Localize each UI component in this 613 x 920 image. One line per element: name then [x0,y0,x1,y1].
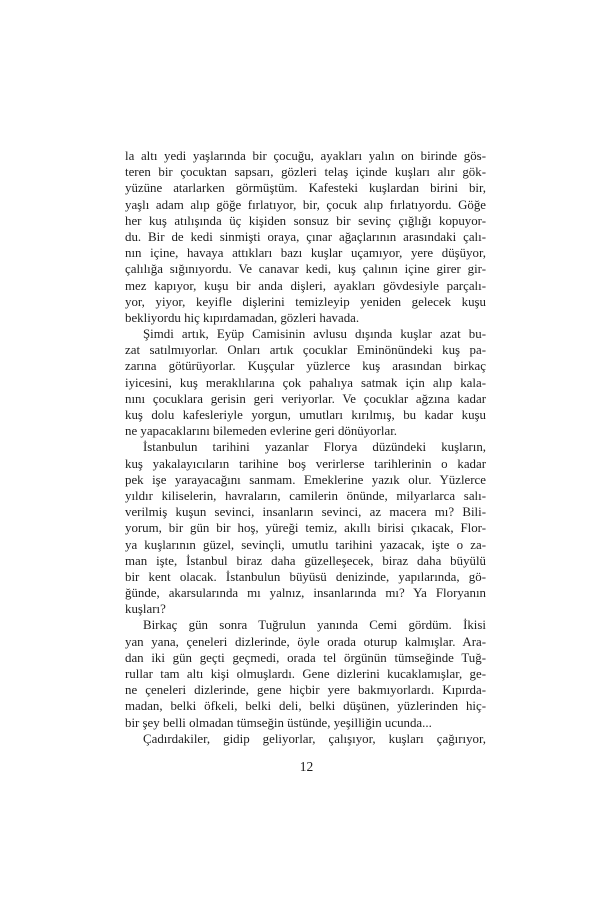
paragraph [125,326,486,439]
text-line: bekliyordu hiç kıpırdamadan, gözleri havada. [125,310,360,325]
text-line: yor, yiyor, keyifle dişlerini temizleyip yeniden gelecek kuşu [125,294,486,309]
text-line: verilmiş kuşun sevinci, insanların sevinci, az macera mı? Bili- [125,505,486,520]
text-line: kuşları? [125,602,166,617]
text-line: ğünde, akarsularında mı yalnız, insanlarında mı? Ya Floryanın [125,586,486,601]
text-line: nını çocuklara gerisin geri veriyorlar. Ve çocuklar ağzına kadar [125,391,486,406]
text-line: rullar tam altı kişi olmuşlardı. Gene dizlerini kucaklamışlar, ge- [125,667,486,681]
paragraph [125,617,486,730]
text-line: mez kapıyor, kuşu bir anda dişleri, ayakları gövdesiyle parçalı- [125,278,486,293]
body-text [125,148,486,747]
text-line: çalılığa sığınıyordu. Ve canavar kedi, kuş çalının içine girer gir- [125,262,486,277]
text-line: Çadırdakiler, gidip geliyorlar, çalışıyor, kuşları çağırıyor, [143,731,486,746]
text-line: kuş yakalayıcıların tarihine boş verirlerse tarihlerinin o kadar [125,456,486,471]
text-line: iyicesini, kuş meraklılarına çok pahalıya satmak için alıp kala- [125,375,486,390]
page-number: 12 [299,759,314,774]
paragraph [125,731,486,747]
text-line: yüzüne atarlarken görmüştüm. Kafesteki kuşlardan birini bir, [125,181,486,196]
text-line: kuş dolu kafesleriyle yorgun, umutları kırılmış, bu kadar kuşu [125,408,486,422]
text-line: ne yapacaklarını bilemeden evlerine geri dönüyorlar. [125,424,398,439]
text-line: yaşlı adam alıp göğe fırlatıyor, bir, çocuk alıp fırlatıyordu. Göğe [125,197,486,212]
text-line: yıldır kiliselerin, havraların, camilerin önünde, milyarlarca salı- [125,488,486,503]
text-line: yorum, bir gün bir hoş, yüreği temiz, akıllı birisi çıkacak, Flor- [125,521,486,536]
text-line: madan, belki öfkeli, belki deli, belki düşünen, yüzlerinden hiç- [125,699,486,714]
text-line: her kuş atılışında üç kişiden sonsuz bir sevinç çığlığı kopuyor- [125,213,486,228]
text-line: zarına götürüyorlar. Kuşçular yüzlerce kuş arasından birkaç [125,359,486,374]
text-line: dan iki gün geçti geçmedi, orada tel örgünün tümseğinde Tuğ- [125,650,486,665]
text-line: bir şey belli olmadan tümseğin üstünde, yeşilliğin ucunda... [125,715,432,730]
text-line: yan yana, çeneleri dizlerinde, öyle orada oturup kalmışlar. Ara- [125,634,486,649]
text-line: pek işe yarayacağını sanmam. Emeklerine yazık olur. Yüzlerce [125,472,486,487]
paragraph [125,439,486,617]
text-line: zat satılmıyorlar. Onları artık çocuklar Eminönündeki kuş pa- [125,343,486,358]
text-line: teren bir çocuktan sapsarı, gözleri telaş içinde kuşları alır gök- [125,165,486,180]
text-line: la altı yedi yaşlarında bir çocuğu, ayakları yalın on birinde gös- [125,149,486,163]
text-line: du. Bir de kedi sinmişti oraya, çınar ağaçlarının arasındaki çalı- [125,229,486,244]
text-line: İstanbulun tarihini yazanlar Florya düzündeki kuşların, [143,440,486,455]
text-line: ya kuşlarının güzel, sevinçli, umutlu tarihini yazacak, işte o za- [125,537,486,552]
text-line: nın içine, havaya attıkları bazı kuşlar uçamıyor, yere düşüyor, [125,246,486,261]
text-line: bir kent olacak. İstanbulun büyüsü denizinde, yapılarında, gö- [125,569,486,584]
text-line: man işte, İstanbul biraz daha güzelleşecek, biraz daha büyülü [125,553,486,568]
text-line: Şimdi artık, Eyüp Camisinin avlusu dışında kuşlar azat bu- [143,327,486,342]
paragraph [125,148,486,326]
text-line: ne çeneleri dizlerinde, gene hiçbir yere bakmıyorlardı. Kıpırda- [125,683,486,698]
text-line: Birkaç gün sonra Tuğrulun yanında Cemi gördüm. İkisi [143,618,486,633]
